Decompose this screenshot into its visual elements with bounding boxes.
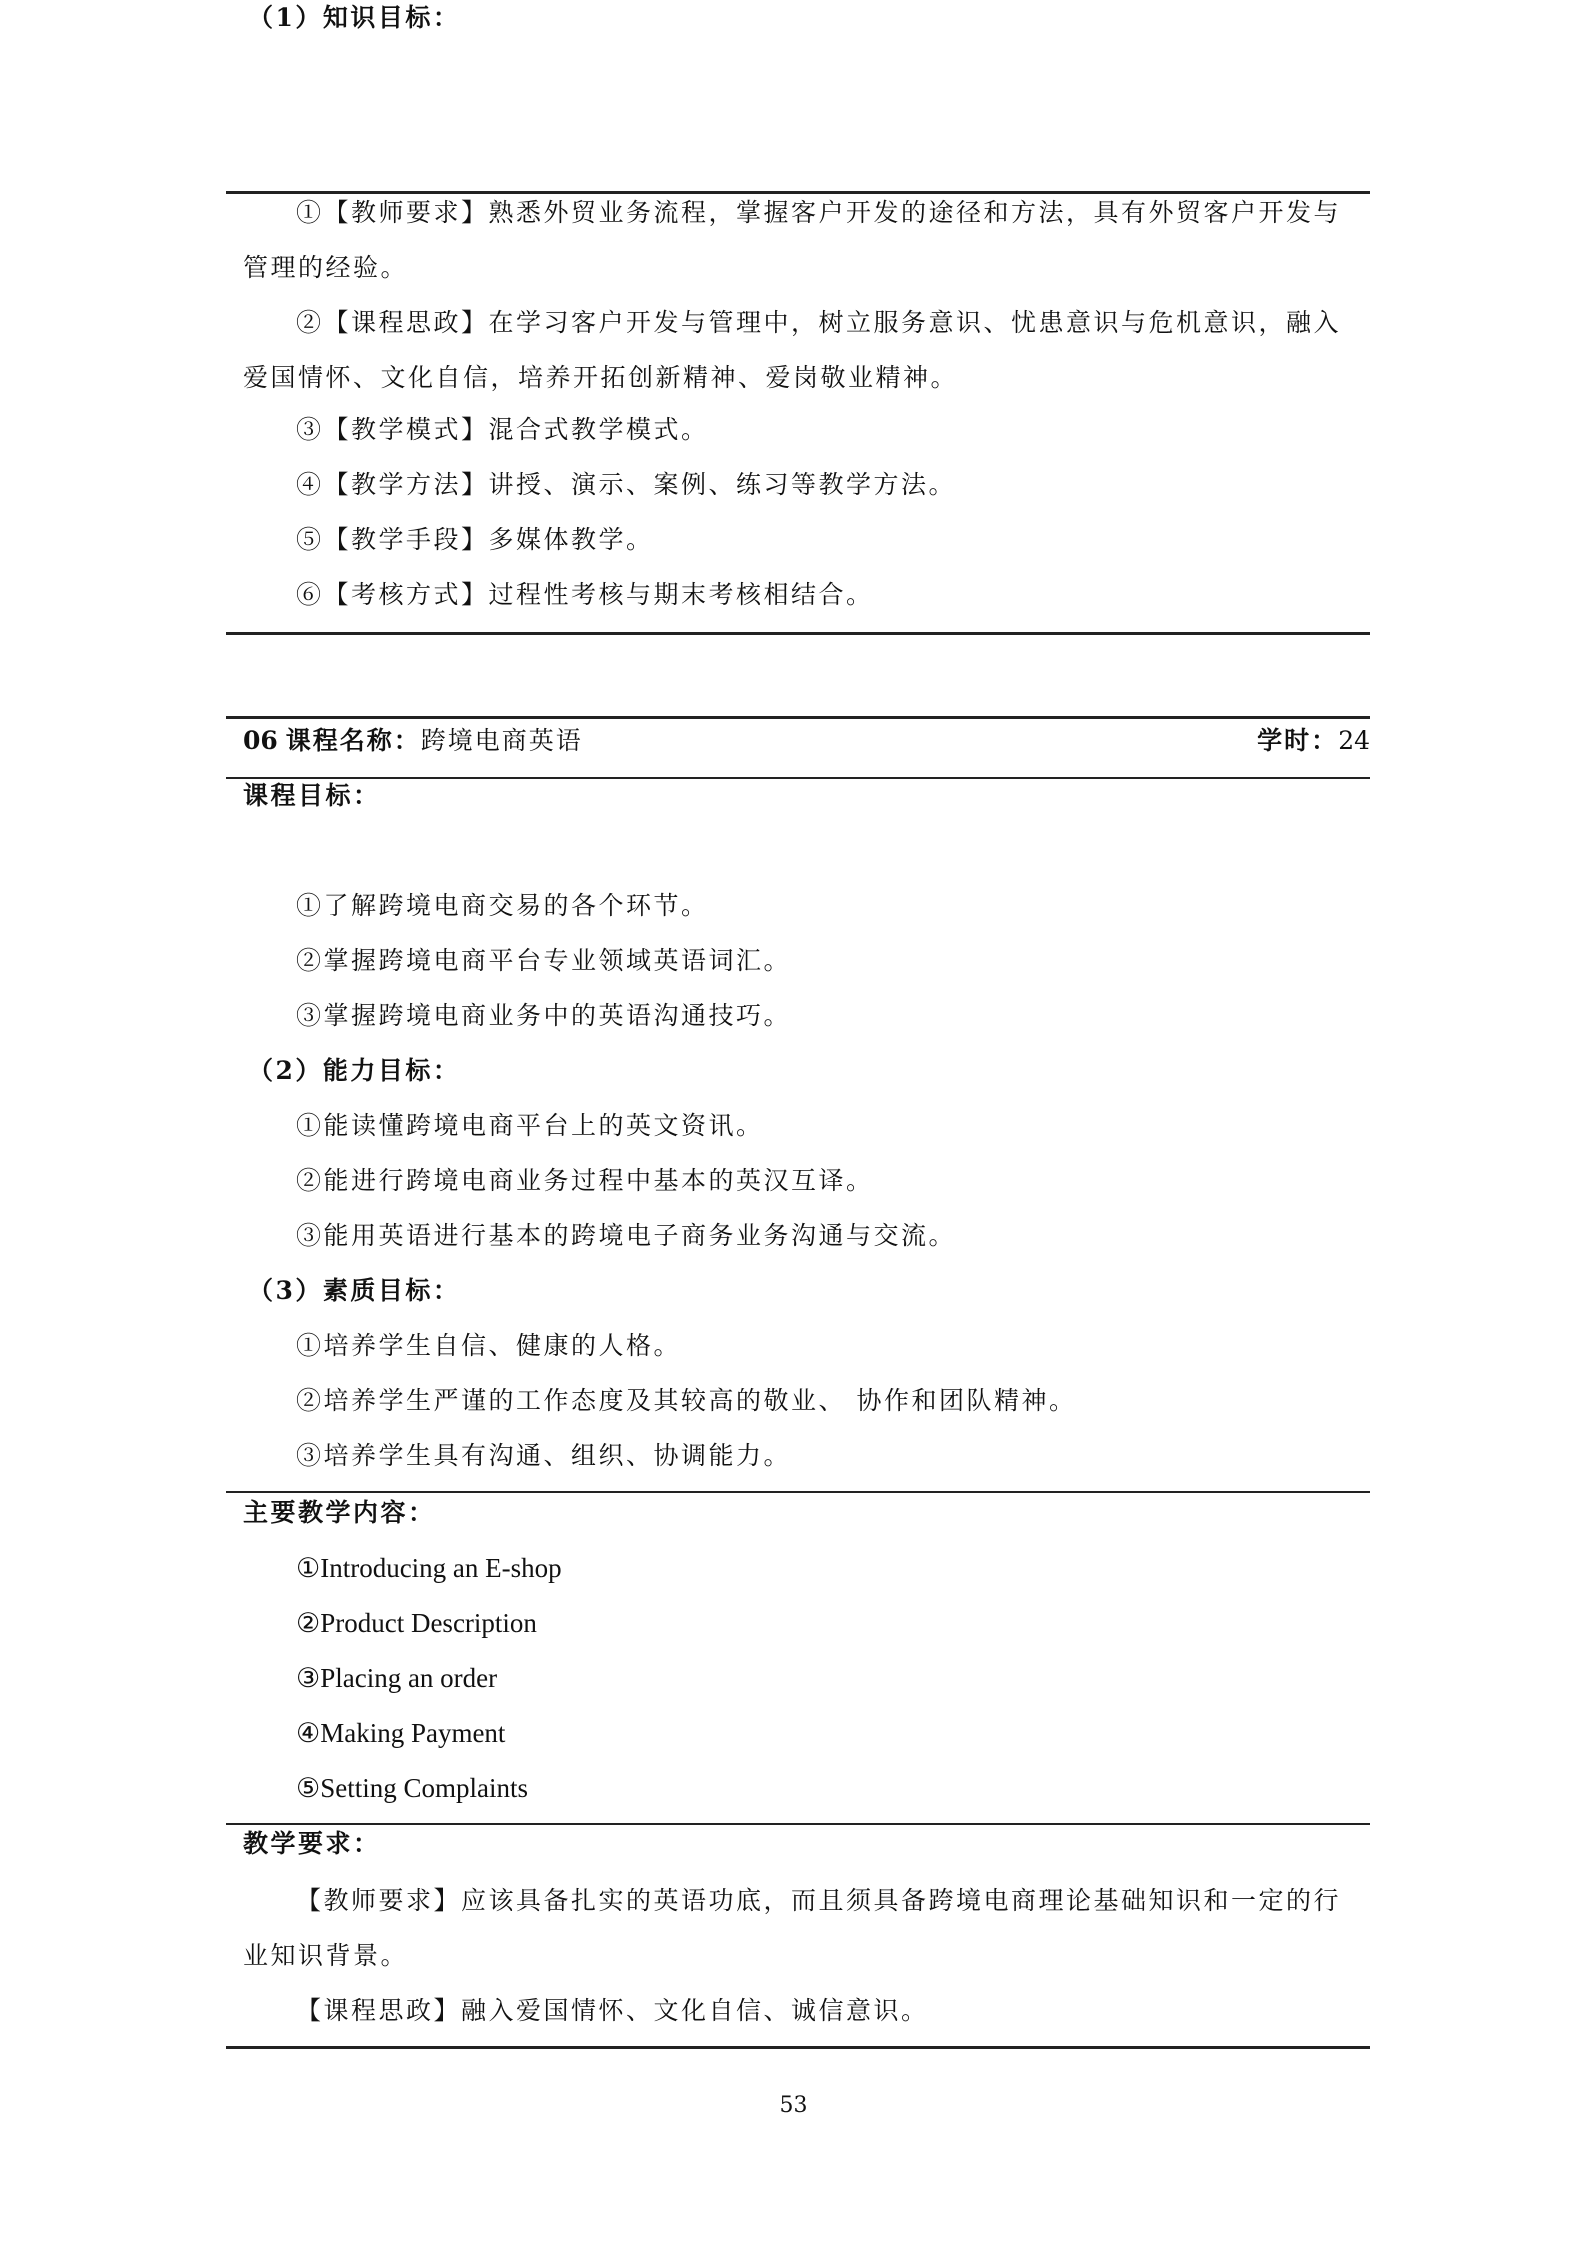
content-item: ②Product Description bbox=[296, 1608, 537, 1638]
knowledge-heading: （1）知识目标： bbox=[248, 3, 461, 32]
ability-item: ③能用英语进行基本的跨境电子商务业务沟通与交流。 bbox=[296, 1221, 957, 1250]
ability-item: ①能读懂跨境电商平台上的英文资讯。 bbox=[296, 1111, 764, 1140]
course-header-rule bbox=[226, 777, 1370, 779]
quality-item: ②培养学生严谨的工作态度及其较高的敬业、 协作和团队精神。 bbox=[296, 1386, 1077, 1415]
course-bottom-rule bbox=[226, 2046, 1370, 2049]
knowledge-item: ②掌握跨境电商平台专业领域英语词汇。 bbox=[296, 946, 792, 975]
assessment-line: ⑥【考核方式】过程性考核与期末考核相结合。 bbox=[296, 580, 874, 609]
objectives-bottom-rule bbox=[226, 1491, 1370, 1493]
course-hours-value: 24 bbox=[1338, 726, 1370, 755]
content-item: ⑤Setting Complaints bbox=[296, 1773, 528, 1803]
content-item: ①Introducing an E-shop bbox=[296, 1553, 562, 1583]
top-block-bottom-rule bbox=[226, 632, 1370, 635]
course-hours-label: 学时： bbox=[1257, 726, 1339, 755]
ideology-paragraph: ②【课程思政】在学习客户开发与管理中，树立服务意识、忧患意识与危机意识，融入爱国情怀、文化自信，培养开拓创新精神、爱岗敬业精神。 bbox=[243, 308, 1342, 392]
knowledge-item: ③掌握跨境电商业务中的英语沟通技巧。 bbox=[296, 1001, 792, 1030]
course-hours bbox=[1257, 723, 1370, 759]
objectives-heading: 课程目标： bbox=[243, 781, 381, 810]
teaching-mode-line: ③【教学模式】混合式教学模式。 bbox=[296, 415, 709, 444]
requirements-teacher-paragraph: 【教师要求】应该具备扎实的英语功底，而且须具备跨境电商理论基础知识和一定的行业知识背景。 bbox=[243, 1886, 1342, 1970]
teaching-method-line: ④【教学方法】讲授、演示、案例、练习等教学方法。 bbox=[296, 470, 957, 499]
requirements-ideology-paragraph: 【课程思政】融入爱国情怀、文化自信、诚信意识。 bbox=[296, 1996, 929, 2025]
teaching-means-line: ⑤【教学手段】多媒体教学。 bbox=[296, 525, 654, 554]
course-title bbox=[243, 723, 583, 759]
content-item: ④Making Payment bbox=[296, 1718, 506, 1748]
requirements-heading: 教学要求： bbox=[243, 1829, 381, 1858]
quality-item: ①培养学生自信、健康的人格。 bbox=[296, 1331, 682, 1360]
content-bottom-rule bbox=[226, 1823, 1370, 1825]
ability-item: ②能进行跨境电商业务过程中基本的英汉互译。 bbox=[296, 1166, 874, 1195]
teacher-req-paragraph: ①【教师要求】熟悉外贸业务流程，掌握客户开发的途径和方法，具有外贸客户开发与管理的经验。 bbox=[243, 198, 1342, 282]
ability-heading: （2）能力目标： bbox=[248, 1056, 461, 1085]
course-header bbox=[243, 723, 1370, 759]
course-top-rule bbox=[226, 716, 1370, 719]
quality-heading: （3）素质目标： bbox=[248, 1276, 461, 1305]
course-name-label: 课程名称： bbox=[285, 726, 421, 755]
quality-item: ③培养学生具有沟通、组织、协调能力。 bbox=[296, 1441, 792, 1470]
course-number: 06 bbox=[243, 726, 278, 755]
page-number: 53 bbox=[779, 2093, 808, 2118]
content-item: ③Placing an order bbox=[296, 1663, 498, 1693]
course-name: 跨境电商英语 bbox=[420, 726, 583, 755]
content-heading: 主要教学内容： bbox=[243, 1498, 436, 1527]
knowledge-item: ①了解跨境电商交易的各个环节。 bbox=[296, 891, 709, 920]
